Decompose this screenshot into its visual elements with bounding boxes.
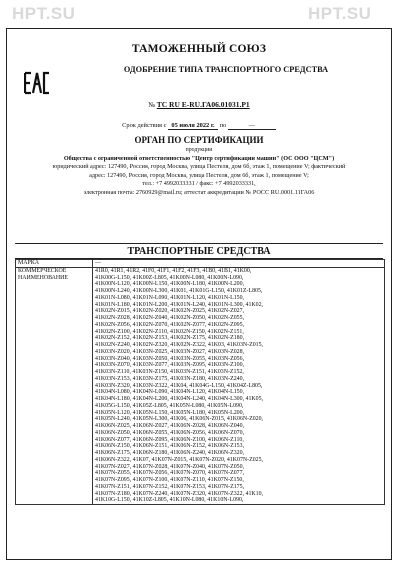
certificate-frame — [6, 28, 392, 560]
table-row — [16, 260, 385, 268]
model-list-line: 41K05N-L240, 41K05N-L300, 41K06, 41K06N-Z015, 41K06N-Z020, — [95, 416, 264, 423]
model-list-line: 41K05G-L150, 41K05Z-L805, 41K05N-L080, 41K05N-L090, — [95, 402, 244, 409]
model-list-line: 41K06N-Z322, 41K07, 41K07N-Z015, 41K07N-Z020, 41K07N-Z025, — [95, 456, 264, 463]
model-list-line: 41K05N-L120, 41K05N-L150, 41K05N-L180, 41K05N-L200, — [95, 409, 245, 416]
model-list-line: 41K04N-L080, 41K04N-L090, 41K04N-L120, 41K04N-L150, — [95, 389, 245, 396]
row-value: — — [93, 260, 385, 268]
table-row — [16, 267, 385, 504]
organ-email-accreditation: электронная почта: 2760929@mail.ru; аттестат аккредитации № РОСС RU.0001.11ГА06 — [83, 188, 315, 196]
model-list-line: 41K02N-Z056, 41K02N-Z070, 41K02N-Z077, 41K02N-Z095, — [95, 321, 245, 328]
model-list-line: 41K07N-Z095, 41K07N-Z100, 41K07N-Z110, 41K07N-Z150, — [95, 477, 244, 483]
model-list-line: 41K03N-Z110, 41K03N-Z150, 41K03N-Z151, 41K03N-Z152, — [95, 369, 244, 375]
model-list-line: 41K02N-Z240, 41K02N-Z320, 41K02N-Z322, 41K03, 41K03N-Z015, — [95, 342, 264, 348]
model-list-line: 41K02N-Z028, 41K02N-Z040, 41K02N-Z050, 41K02N-Z055, — [95, 315, 245, 321]
organ-address-actual: адрес: 127490, Россия, город Москва, улица Пестеля, дом 6б, этаж 1, помещение V; — [89, 171, 309, 179]
model-list-line: 41K01N-L080, 41K01N-L090, 41K01N-L120, 41K01N-L150, — [95, 294, 245, 301]
watermark: HPT.SU — [12, 4, 76, 23]
model-list-line: 41K07N-Z027, 41K07N-Z028, 41K07N-Z040, 41K07N-Z050, — [95, 463, 245, 470]
model-list-line: 41R0, 41R1, 41R2, 41F0, 41F1, 41F2, 41F3, 41B0, 41B1, 41K00, — [95, 267, 252, 274]
model-list-line: 41K02N-Z152, 41K02N-Z153, 41K02N-Z175, 41K02N-Z180, — [95, 335, 245, 342]
watermark: HPT.SU — [308, 4, 372, 23]
organ-details — [19, 155, 379, 197]
model-list-line: 41K07N-Z151, 41K07N-Z152, 41K07N-Z153, 41K07N-Z175, — [95, 483, 245, 490]
model-list-line: 41K00G-L150, 41K00Z-L805, 41K00N-L080, 41K00N-L090, — [95, 274, 244, 281]
model-list-line: 41K02N-Z015, 41K02N-Z020, 41K02N-Z025, 41K02N-Z027, — [95, 308, 245, 315]
model-list-line: 41K00N-L120, 41K00N-L150, 41K00N-L180, 41K00N-L200, — [95, 281, 245, 288]
model-list-line: 41K03N-Z040, 41K03N-Z050, 41K03N-Z055, 41K03N-Z056, — [95, 355, 245, 362]
model-list-line: 41K06N-Z050, 41K06N-Z055, 41K06N-Z056, 41K06N-Z070, — [95, 429, 245, 436]
row-label: МАРКА — [16, 260, 93, 268]
model-list-line: 41K03N-Z020, 41K03N-Z025, 41K03N-Z027, 41K03N-Z028, — [95, 348, 245, 355]
certificate-number: № TC RU E-RU.ГА06.01031.P1 — [148, 100, 250, 109]
document-title: ТАМОЖЕННЫЙ СОЮЗ — [131, 43, 267, 55]
model-list-line: 41K07N-Z055, 41K07N-Z056, 41K07N-Z070, 41K07N-Z077, — [95, 470, 245, 477]
row-label: КОММЕРЧЕСКОЕ НАИМЕНОВАНИЕ — [16, 267, 93, 504]
validity-term: Срок действия с 05 июля 2022 г. по — — [7, 122, 391, 130]
model-list-line: 41K10G-L150, 41K10Z-L805, 41K10N-L080, 41K10N-L090, — [95, 497, 244, 504]
model-list-line: 41K06N-Z077, 41K06N-Z095, 41K06N-Z100, 41K06N-Z110, — [95, 436, 244, 443]
vehicles-table — [15, 259, 385, 505]
model-list-line: 41K03N-Z320, 41K03N-Z322, 41K04, 41K04G-L150, 41K04Z-L805, — [95, 382, 263, 389]
model-list-line: 41K06N-Z175, 41K06N-Z180, 41K06N-Z240, 41K06N-Z320, — [95, 450, 245, 456]
vehicles-title: ТРАНСПОРТНЫЕ СРЕДСТВА — [127, 246, 271, 257]
model-list-line: 41K03N-Z070, 41K03N-Z077, 41K03N-Z095, 41K03N-Z100, — [95, 362, 245, 369]
organ-title: ОРГАН ПО СЕРТИФИКАЦИИ — [134, 135, 264, 145]
model-list-line: 41K03N-Z153, 41K03N-Z175, 41K03N-Z180, 41K03N-Z240, — [95, 375, 245, 382]
model-list-line: 41K01N-L180, 41K01N-L200, 41K01N-L240, 41K01N-L300, 41K02, — [95, 301, 264, 308]
model-list-line: 41K04N-L180, 41K04N-L200, 41K04N-L240, 41K04N-L300, 41K05, — [95, 396, 264, 402]
organ-name: Общества с ограниченной ответственностью "Центр сертификации машин" (ОС ООО "ЦСМ") — [63, 155, 335, 162]
document-subtitle: ОДОБРЕНИЕ ТИПА ТРАНСПОРТНОГО СРЕДСТВА — [123, 65, 329, 74]
model-list-line: 41K06N-Z150, 41K06N-Z151, 41K06N-Z152, 41K06N-Z153, — [95, 443, 245, 450]
model-list-line: 41K00N-L240, 41K00N-L300, 41K01, 41K01G-L150, 41K01Z-L805, — [95, 288, 263, 294]
eac-logo — [24, 71, 50, 95]
organ-phone: тел.: +7 4992033331 / факс: +7 4992033331, — [142, 180, 256, 188]
model-list — [93, 267, 385, 504]
organ-address-legal: юридический адрес: 127490, Россия, город Москва, улица Пестеля, дом 6б, этаж 1, помещение V; фактический — [52, 163, 346, 171]
model-list-line: 41K07N-Z180, 41K07N-Z240, 41K07N-Z320, 41K07N-Z322, 41K10, — [95, 490, 264, 497]
divider — [15, 243, 383, 244]
model-list-line: 41K02N-Z100, 41K02N-Z110, 41K02N-Z150, 41K02N-Z151, — [95, 328, 244, 335]
organ-products-label: продукции — [185, 147, 213, 153]
model-list-line: 41K06N-Z025, 41K06N-Z027, 41K06N-Z028, 41K06N-Z040, — [95, 423, 245, 429]
